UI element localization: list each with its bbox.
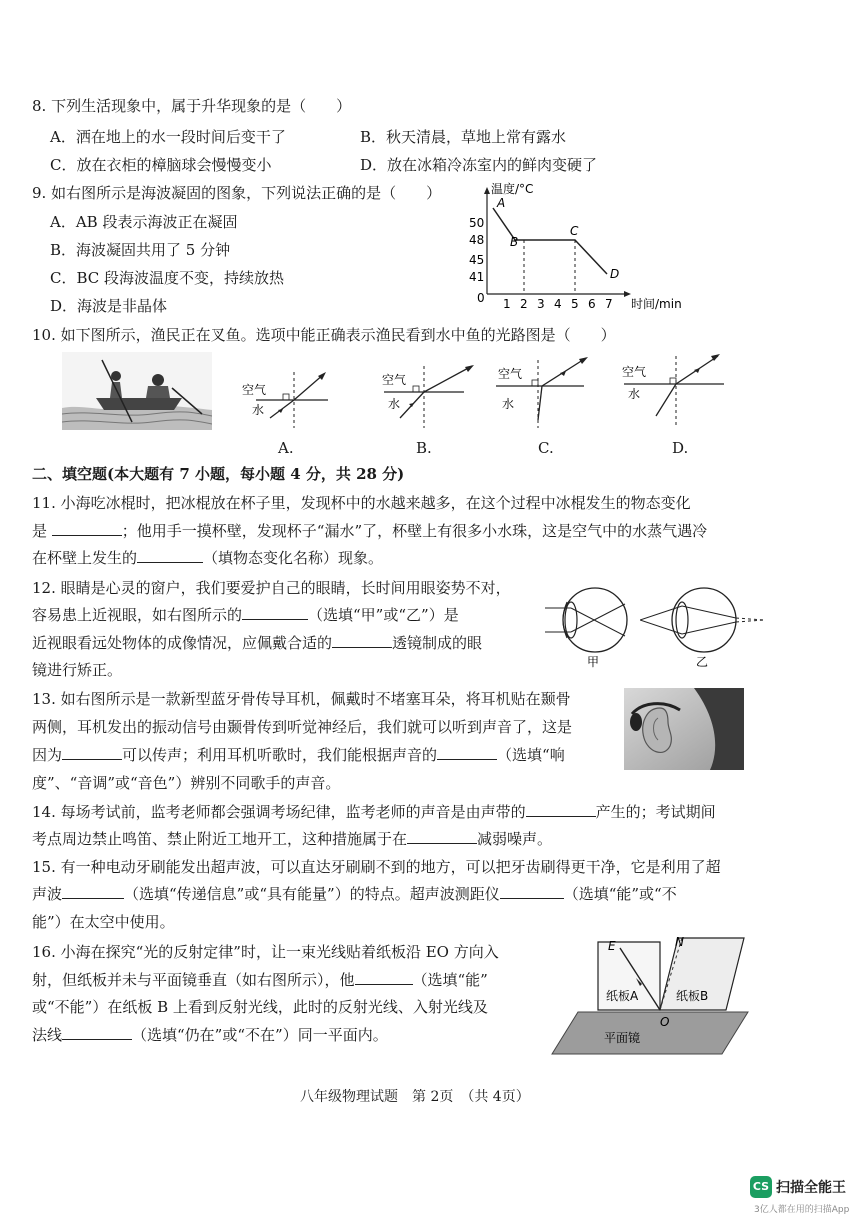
q11-text-3a: 在杯壁上发生的: [32, 549, 138, 567]
q14-text-1b: 产生的；考试期间: [595, 803, 716, 821]
normal-n-label: N: [675, 935, 684, 949]
q15-text-2c: （选填“能”或“不: [563, 885, 677, 903]
q9-stem: 9. 如右图所示是海波凝固的图象，下列说法正确的是（ ）: [32, 184, 442, 202]
q16-text-4b: （选填“仍在”或“不在”）同一平面内。: [132, 1026, 388, 1044]
q12-line-3: [32, 633, 482, 653]
option-a-air-label: 空气: [242, 383, 267, 397]
q15-blank-1[interactable]: [62, 884, 124, 899]
camscanner-tagline: 3亿人都在用的扫描App: [754, 1205, 850, 1215]
q12-line-2: [32, 605, 459, 625]
plane-mirror: [552, 1012, 748, 1054]
q15-blank-2[interactable]: [500, 884, 564, 899]
q10-option-d-diagram: [620, 352, 730, 430]
q13-line-1: 13. 如右图所示是一款新型蓝牙骨传导耳机，佩戴时不堵塞耳朵，将耳机贴在颞骨: [32, 690, 571, 708]
q13-blank-1[interactable]: [62, 745, 122, 760]
point-o-label: O: [660, 1015, 670, 1029]
q8-option-d: D．放在冰箱冷冻室内的鲜肉变硬了: [360, 156, 598, 174]
q15-line-1: 15. 有一种电动牙刷能发出超声波，可以直达牙刷刷不到的地方，可以把牙齿刷得更干净，它是利用了超: [32, 858, 721, 876]
q10-option-c-label: C.: [538, 439, 554, 457]
option-b-water-label: 水: [388, 397, 401, 411]
q10-option-d-label: D.: [672, 439, 689, 457]
q8-option-a: A．洒在地上的水一段时间后变干了: [50, 128, 286, 146]
q13-line-2: 两侧，耳机发出的振动信号由颞骨传到听觉神经后，我们就可以听到声音了，这是: [32, 718, 573, 736]
q11-blank-2[interactable]: [137, 548, 203, 563]
q14-text-2b: 减弱噪声。: [477, 830, 553, 848]
option-b-air-label: 空气: [382, 373, 407, 387]
graph-x-tick-7: 7: [605, 297, 613, 310]
camscanner-name: 扫描全能王: [776, 1180, 846, 1196]
q12-blank-2[interactable]: [332, 633, 392, 648]
q16-text-2b: （选填“能”: [412, 971, 488, 989]
eye-label-jia: 甲: [587, 655, 600, 669]
q9-option-a: A．AB 段表示海波正在凝固: [50, 213, 238, 231]
q14-blank-2[interactable]: [407, 829, 477, 844]
bone-conduction-headphone-photo: [624, 688, 744, 770]
q15-line-3: 能”）在太空中使用。: [32, 913, 175, 931]
q11-line-3: [32, 548, 383, 568]
camscanner-logo-icon: CS: [750, 1176, 772, 1198]
q16-line-3: 或“不能”）在纸板 B 上看到反射光线，此时的反射光线、入射光线及: [32, 998, 488, 1016]
board-a-label: 纸板A: [606, 989, 639, 1003]
q15-text-2b: （选填“传递信息”或“具有能量”）的特点。超声波测距仪: [124, 885, 500, 903]
q16-blank-2[interactable]: [62, 1025, 132, 1040]
reflection-experiment-diagram: [548, 932, 754, 1064]
graph-x-tick-5: 5: [571, 297, 579, 310]
q9-option-d: D．海波是非晶体: [50, 297, 168, 315]
q11-text-3b: （填物态变化名称）现象。: [203, 549, 384, 567]
q11-blank-1[interactable]: [52, 521, 122, 536]
graph-y-tick-48: 48: [469, 233, 485, 247]
q14-blank-1[interactable]: [526, 802, 596, 817]
eye-diagram-yi: [640, 582, 770, 672]
q16-line-1: 16. 小海在探究“光的反射定律”时，让一束光线贴着纸板沿 EO 方向入: [32, 943, 499, 961]
solidification-graph: [455, 180, 695, 310]
q10-stem: 10. 如下图所示，渔民正在叉鱼。选项中能正确表示渔民看到水中鱼的光路图是（ ）: [32, 326, 616, 344]
graph-y-tick-45: 45: [469, 253, 485, 267]
graph-x-tick-6: 6: [588, 297, 596, 310]
graph-point-b: B: [510, 235, 519, 249]
q8-option-b: B．秋天清晨，草地上常有露水: [360, 128, 567, 146]
graph-y-tick-50: 50: [469, 216, 485, 230]
q12-line-1: 12. 眼睛是心灵的窗户，我们要爱护自己的眼睛，长时间用眼姿势不对，: [32, 579, 511, 597]
q13-line-3: [32, 745, 565, 765]
graph-point-a: A: [497, 196, 506, 210]
q14-text-1a: 14. 每场考试前，监考老师都会强调考场纪律，监考老师的声音是由声带的: [32, 803, 526, 821]
q15-line-2: [32, 884, 677, 904]
graph-x-tick-3: 3: [537, 297, 545, 310]
graph-origin: 0: [477, 291, 485, 305]
board-b-label: 纸板B: [676, 989, 709, 1003]
q16-text-4a: 法线: [32, 1026, 63, 1044]
fisherman-illustration: [62, 352, 212, 430]
option-d-water-label: 水: [628, 387, 641, 401]
q8-stem: 8. 下列生活现象中，属于升华现象的是（ ）: [32, 97, 352, 115]
graph-x-tick-2: 2: [520, 297, 528, 310]
q12-text-3b: 透镜制成的眼: [392, 634, 483, 652]
q14-line-1: [32, 802, 716, 822]
option-c-air-label: 空气: [498, 367, 523, 381]
q10-option-a-label: A.: [278, 439, 294, 457]
q12-text-2a: 容易患上近视眼，如右图所示的: [32, 606, 243, 624]
eye-label-yi: 乙: [696, 655, 709, 669]
q11-text-2a: 是: [32, 522, 48, 540]
q9-option-c: C．BC 段海波温度不变，持续放热: [50, 269, 285, 287]
q16-line-2: [32, 970, 488, 990]
q10-option-b-label: B.: [416, 439, 432, 457]
q14-line-2: [32, 829, 552, 849]
graph-y-title: 温度/°C: [491, 182, 534, 196]
q10-option-a-diagram: [236, 368, 336, 430]
page-footer: 八年级物理试题 第 2页 （共 4页）: [300, 1089, 530, 1105]
q13-text-3c: （选填“响: [497, 746, 565, 764]
eye-diagram-jia: [545, 582, 645, 672]
graph-point-c: C: [570, 224, 579, 238]
graph-point-d: D: [610, 267, 620, 281]
q12-blank-1[interactable]: [242, 605, 308, 620]
q11-text-2b: ；他用手一摸杯壁，发现杯子“漏水”了，杯壁上有很多小水珠，这是空气中的水蒸气遇冷: [121, 522, 708, 540]
graph-x-tick-4: 4: [554, 297, 562, 310]
q13-text-3a: 因为: [32, 746, 63, 764]
graph-y-tick-41: 41: [469, 270, 485, 284]
q11-line-2: [32, 521, 707, 541]
q16-line-4: [32, 1025, 388, 1045]
q12-text-2b: （选填“甲”或“乙”）是: [308, 606, 459, 624]
q14-text-2a: 考点周边禁止鸣笛、禁止附近工地开工，这种措施属于在: [32, 830, 408, 848]
option-c-water-label: 水: [502, 397, 515, 411]
plane-mirror-label: 平面镜: [604, 1031, 641, 1045]
option-a-water-label: 水: [252, 403, 265, 417]
q13-blank-2[interactable]: [437, 745, 497, 760]
q12-text-3a: 近视眼看远处物体的成像情况，应佩戴合适的: [32, 634, 333, 652]
q11-line-1: 11. 小海吃冰棍时，把冰棍放在杯子里，发现杯中的水越来越多，在这个过程中冰棍发生的物态变化: [32, 494, 691, 512]
option-d-air-label: 空气: [622, 365, 647, 379]
q9-option-b: B．海波凝固共用了 5 分钟: [50, 241, 231, 259]
graph-x-tick-1: 1: [503, 297, 511, 310]
point-e-label: E: [608, 939, 616, 953]
q10-option-c-diagram: [492, 356, 596, 430]
q15-text-2a: 声波: [32, 885, 63, 903]
section-2-title: 二、填空题(本大题有 7 小题，每小题 4 分，共 28 分): [32, 465, 405, 483]
q13-text-3b: 可以传声；利用耳机听歌时，我们能根据声音的: [122, 746, 438, 764]
q12-line-4: 镜进行矫正。: [32, 661, 123, 679]
q13-line-4: 度”、“音调”或“音色”）辨别不同歌手的声音。: [32, 774, 341, 792]
q16-blank-1[interactable]: [355, 970, 413, 985]
graph-x-title: 时间/min: [631, 297, 682, 310]
q16-text-2a: 射，但纸板并未与平面镜垂直（如右图所示），他: [32, 971, 355, 989]
q8-option-c: C．放在衣柜的樟脑球会慢慢变小: [50, 156, 272, 174]
q10-option-b-diagram: [380, 362, 480, 430]
